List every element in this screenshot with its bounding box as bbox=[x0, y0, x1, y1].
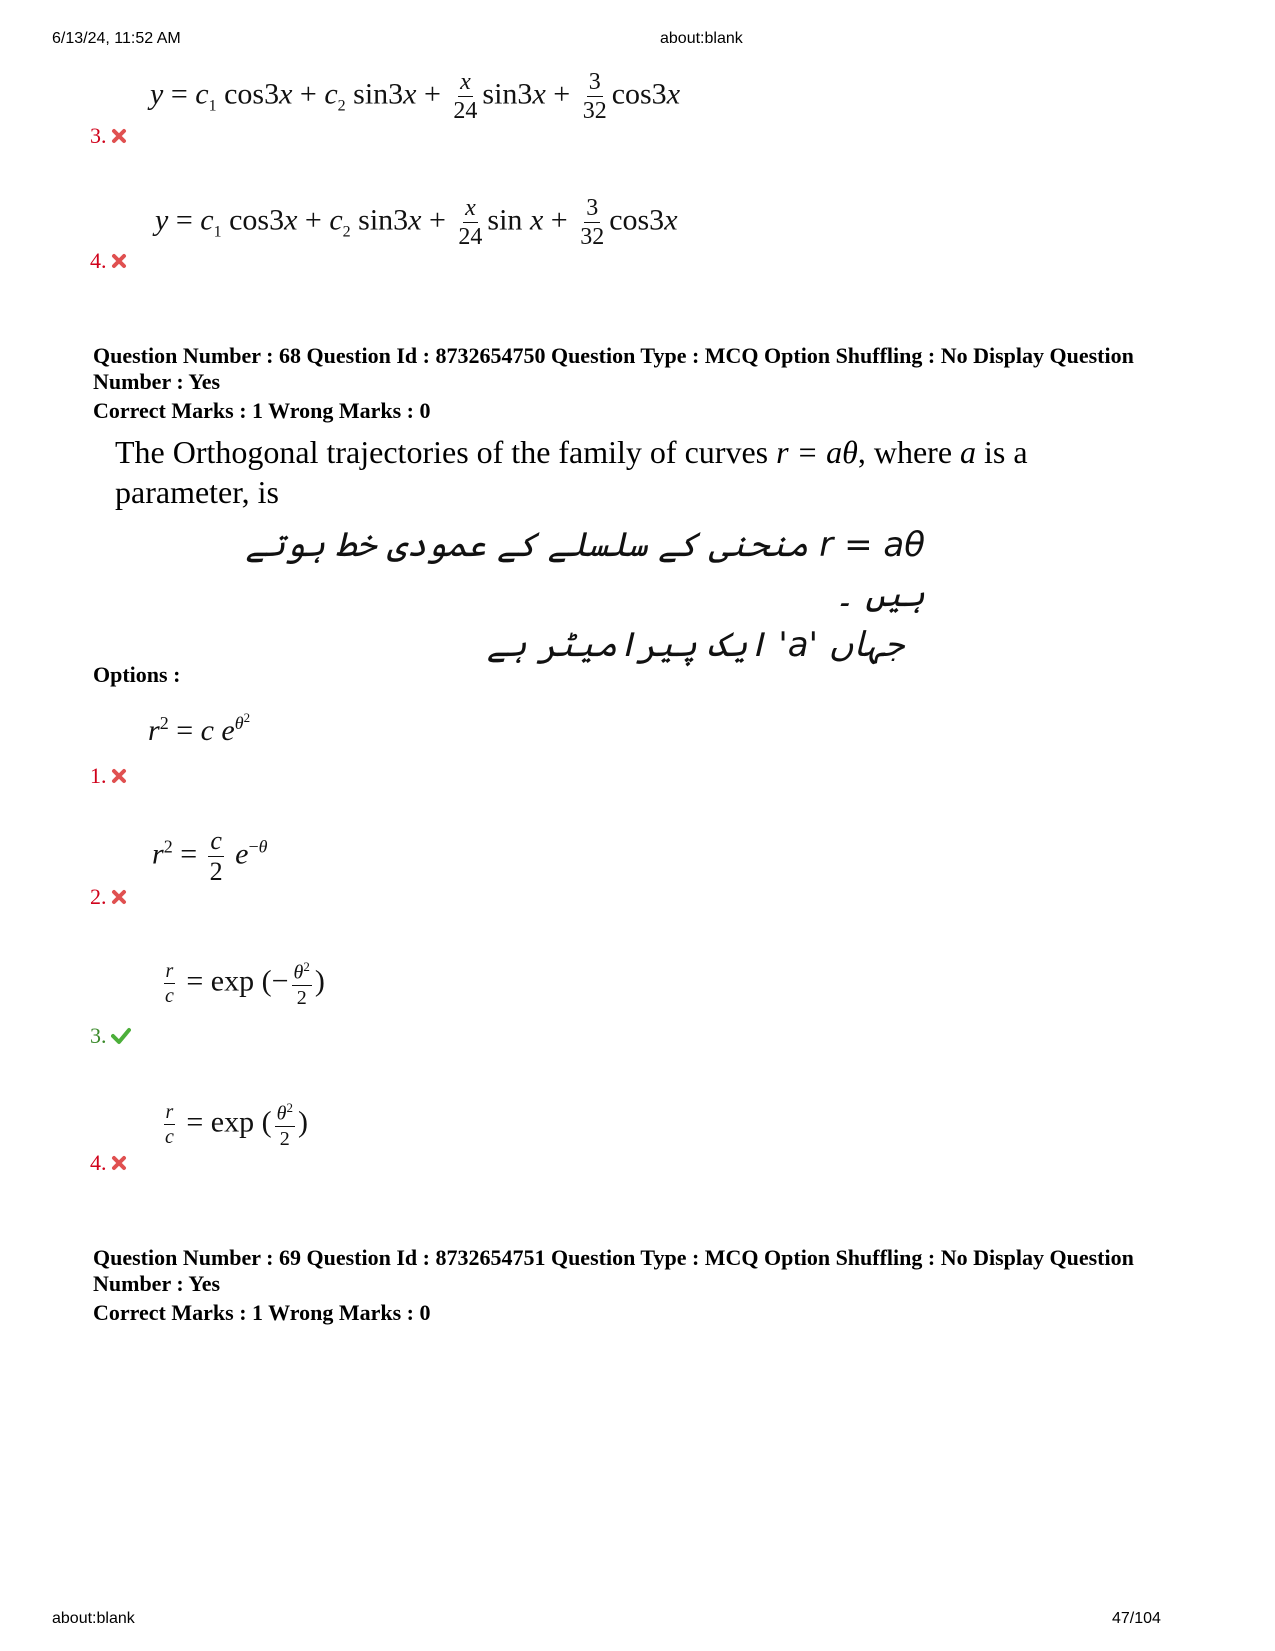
question-68-equation: r = aθ bbox=[776, 434, 858, 470]
question-69-meta: Question Number : 69 Question Id : 8732654751 Question Type : MCQ Option Shuffling : No Display Question Number : Yes bbox=[93, 1245, 1134, 1296]
urdu-line-1: r = aθ منحنی کے سلسلے کے عمودی خط ہوتے ہیں ۔ bbox=[245, 525, 925, 615]
option-2-label: 2. bbox=[90, 884, 127, 910]
option-3-label: 3. bbox=[90, 1023, 131, 1049]
option-1-label: 1. bbox=[90, 763, 127, 789]
cross-icon bbox=[111, 128, 127, 144]
option-1-formula: $r^2 = c$ $e^{\theta^2}$ bbox=[148, 710, 251, 747]
cross-icon bbox=[111, 1155, 127, 1171]
cross-icon bbox=[111, 253, 127, 269]
option-4-formula: $\frac{r}{c}$ = exp ( $\frac{\theta^2}{2}$ ) bbox=[165, 1100, 308, 1150]
check-icon bbox=[111, 1027, 131, 1045]
options-label: Options : bbox=[93, 662, 181, 687]
urdu-line-2: جہاں 'a' ایک پیرامیٹر ہے bbox=[486, 625, 905, 665]
question-68-text: The Orthogonal trajectories of the family of curves r = aθ, where a is a parameter, is bbox=[115, 434, 1028, 510]
print-footer-url: about:blank bbox=[52, 1610, 135, 1627]
question-69-marks: Correct Marks : 1 Wrong Marks : 0 bbox=[93, 1300, 431, 1325]
option-2-formula: $r^2$ = $\frac{c}{2}$ $e^{-\theta}$ bbox=[152, 826, 268, 886]
cross-icon bbox=[111, 889, 127, 905]
option-3-formula: $\frac{r}{c}$ = exp (− $\frac{\theta^2}{2}$ ) bbox=[165, 959, 325, 1009]
option-4-label: 4. bbox=[90, 1150, 127, 1176]
prev-option-3-label: 3. bbox=[90, 123, 127, 149]
print-page-number: 47/104 bbox=[1112, 1610, 1161, 1627]
print-title: about:blank bbox=[660, 30, 743, 47]
print-datetime: 6/13/24, 11:52 AM bbox=[52, 30, 181, 47]
question-68-meta: Question Number : 68 Question Id : 8732654750 Question Type : MCQ Option Shuffling : No Display Question Number : Yes bbox=[93, 343, 1134, 394]
prev-option-4-label: 4. bbox=[90, 248, 127, 274]
cross-icon bbox=[111, 768, 127, 784]
question-68-marks: Correct Marks : 1 Wrong Marks : 0 bbox=[93, 398, 431, 423]
prev-option-3-formula: $y = c_1$ $\cos 3x + c_2$ sin3x + $\frac{x}{24}$ sin3x + $\frac{3}{32}$ cos3x bbox=[150, 69, 681, 124]
prev-option-4-formula: $y = c_1$ $\cos 3x + c_2$ sin3x + $\frac{x}{24}$ sin x + $\frac{3}{32}$ cos3x bbox=[155, 195, 678, 250]
urdu-translation bbox=[195, 520, 925, 670]
